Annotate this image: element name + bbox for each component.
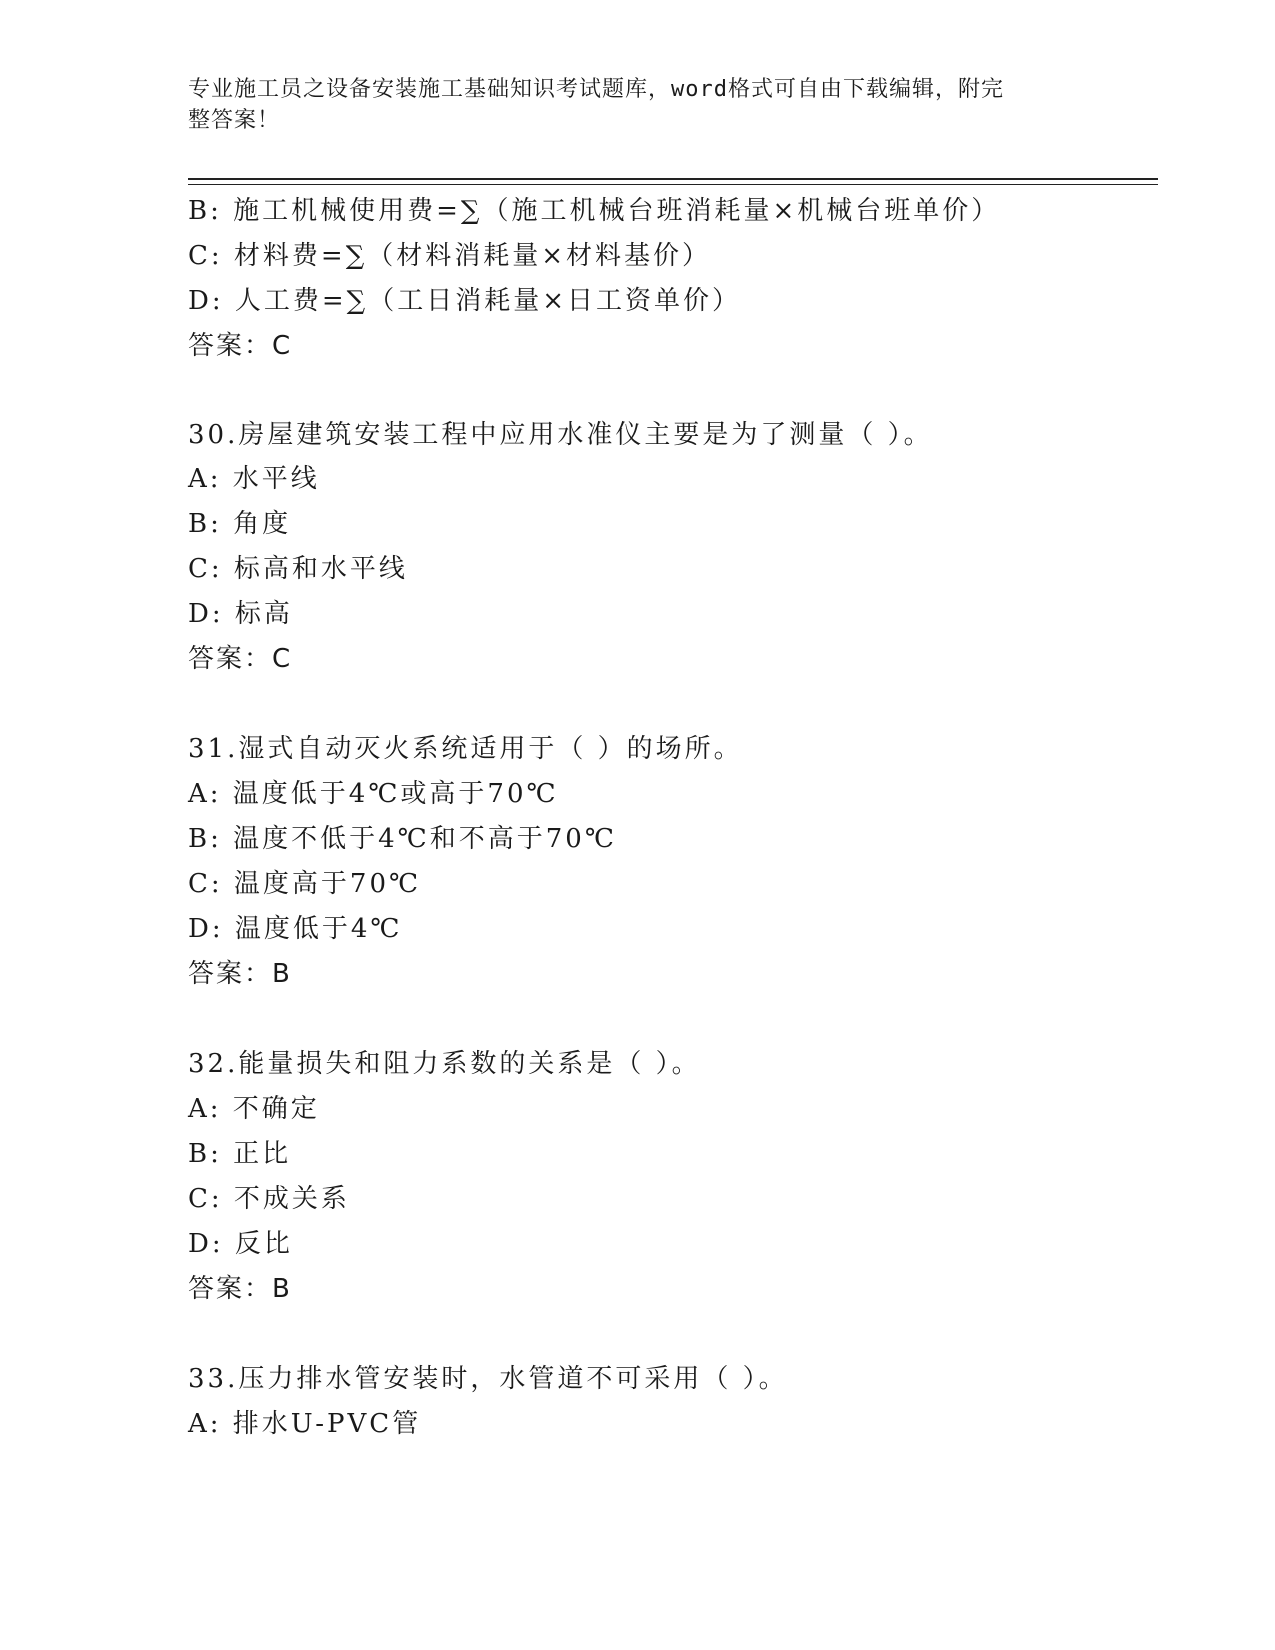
- header-divider-thick: [188, 178, 1158, 180]
- question-31-answer: 答案：B: [188, 959, 292, 989]
- prev-answer: 答案：C: [188, 331, 293, 361]
- header-divider-thin: [188, 184, 1158, 185]
- question-30-stem: 30.房屋建筑安装工程中应用水准仪主要是为了测量（ ）。: [188, 420, 933, 450]
- question-31-option-b: B: 温度不低于4℃和不高于70℃: [188, 824, 617, 854]
- question-32-answer: 答案：B: [188, 1274, 292, 1304]
- question-31-option-a: A: 温度低于4℃或高于70℃: [188, 779, 559, 809]
- question-31-option-c: C: 温度高于70℃: [188, 869, 422, 899]
- question-31-option-d: D: 温度低于4℃: [188, 914, 403, 944]
- question-32-option-a: A: 不确定: [188, 1094, 320, 1124]
- header-line-2: 整答案！: [188, 108, 281, 133]
- prev-option-c: C: 材料费=∑（材料消耗量×材料基价）: [188, 241, 712, 271]
- question-30-answer: 答案：C: [188, 644, 293, 674]
- question-32-option-d: D: 反比: [188, 1229, 293, 1259]
- question-32-stem: 32.能量损失和阻力系数的关系是（ ）。: [188, 1049, 701, 1079]
- question-30-option-b: B: 角度: [188, 509, 292, 539]
- prev-option-b: B: 施工机械使用费=∑（施工机械台班消耗量×机械台班单价）: [188, 196, 1001, 226]
- question-33-option-a: A: 排水U-PVC管: [188, 1409, 422, 1439]
- prev-option-d: D: 人工费=∑（工日消耗量×日工资单价）: [188, 286, 742, 316]
- question-30-option-a: A: 水平线: [188, 464, 320, 494]
- header-line-1: 专业施工员之设备安装施工基础知识考试题库，word格式可自由下载编辑，附完: [188, 77, 1004, 102]
- question-32-option-c: C: 不成关系: [188, 1184, 350, 1214]
- question-33-stem: 33.压力排水管安装时，水管道不可采用（ ）。: [188, 1364, 788, 1394]
- question-30-option-d: D: 标高: [188, 599, 293, 629]
- question-31-stem: 31.湿式自动灭火系统适用于（ ）的场所。: [188, 734, 743, 764]
- question-30-option-c: C: 标高和水平线: [188, 554, 408, 584]
- document-header: [188, 74, 1088, 136]
- question-32-option-b: B: 正比: [188, 1139, 292, 1169]
